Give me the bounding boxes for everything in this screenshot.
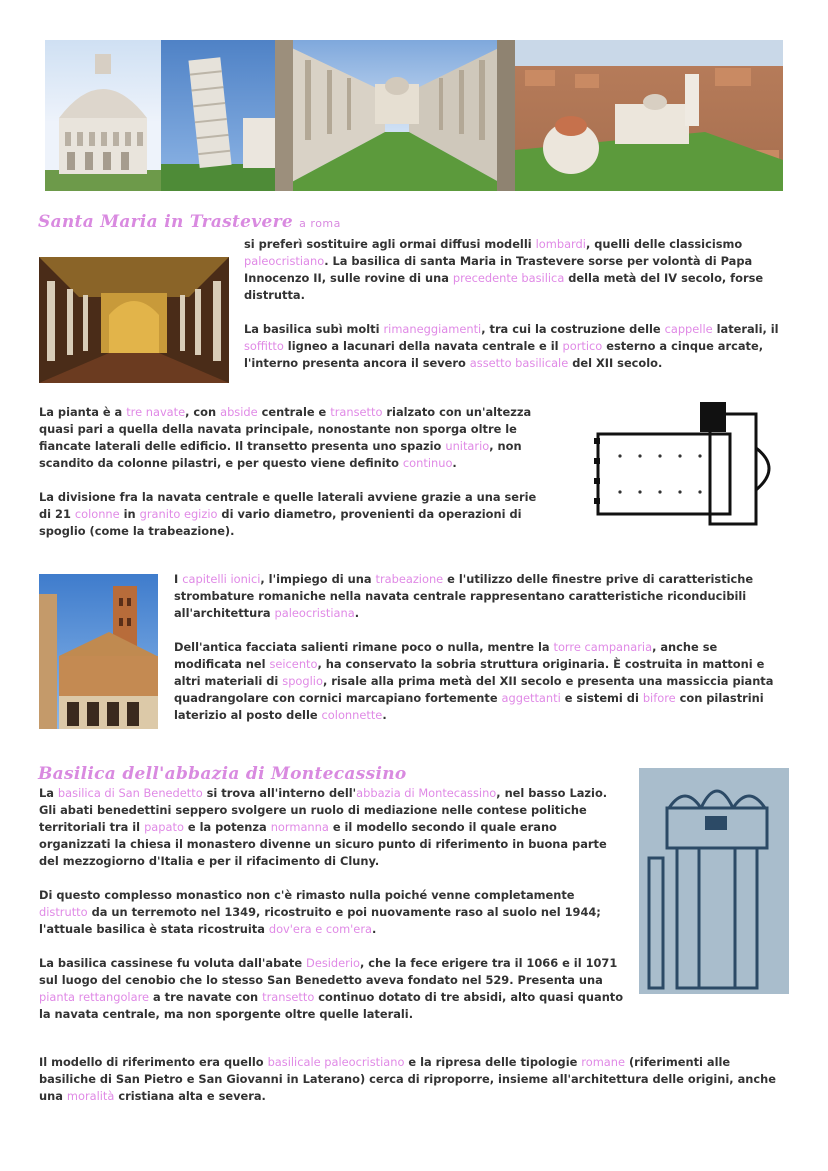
text-run: laterali, il: [712, 322, 779, 336]
camposanto-photo: [275, 40, 515, 191]
text-run: Dell'antica facciata salienti rimane poco o nulla, mentre la: [174, 640, 554, 654]
highlight-term: granito egizio: [139, 507, 218, 521]
text-run: , risale alla prima metà del XII secolo e presenta una massiccia pianta quadrangolare con cornici marcapiano fortemente: [174, 674, 774, 705]
text-run: . La basilica di santa Maria in Trastevere sorse per volontà di Papa Innocenzo II, sulle rovine di una: [244, 254, 753, 285]
text-run: , nel basso Lazio. Gli abati benedettini seppero svolgere un ruolo di mediazione nelle contese politiche territoriali tra il: [39, 786, 608, 834]
baptistery-icon: [45, 40, 161, 191]
highlight-term: basilica di San Benedetto: [57, 786, 203, 800]
paragraph: [174, 639, 786, 724]
text-run: continuo dotato di tre absidi, alto quasi quanto la navata centrale, ma non sporgente oltre quelle laterali.: [39, 990, 624, 1021]
text-run: .: [371, 922, 377, 936]
highlight-term: colonne: [74, 507, 120, 521]
highlight-term: assetto basilicale: [469, 356, 569, 370]
highlight-term: lombardi: [535, 237, 586, 251]
text-run: centrale e: [257, 405, 331, 419]
santa-maria-plan-paragraphs: [39, 404, 539, 540]
highlight-term: capitelli ionici: [182, 572, 261, 586]
text-run: di vario diametro, provenienti da operazioni di spoglio (come la trabeazione).: [39, 507, 522, 538]
camposanto-icon: [275, 40, 515, 191]
piazza-aerial-icon: [515, 40, 783, 191]
highlight-term: abbazia di Montecassino: [356, 786, 497, 800]
text-run: , l'impiego di una: [260, 572, 376, 586]
santa-maria-floor-plan: [590, 398, 786, 528]
santa-maria-paragraphs-top: [244, 236, 790, 372]
highlight-term: spoglio: [282, 674, 323, 688]
section-title-santa-maria: [38, 212, 341, 232]
baptistery-photo: [45, 40, 161, 191]
highlight-term: paleocristiana: [274, 606, 355, 620]
highlight-term: torre campanaria: [553, 640, 653, 654]
paragraph: [39, 955, 627, 1023]
paragraph: [39, 489, 539, 540]
church-interior-icon: [39, 257, 229, 383]
text-run: da un terremoto nel 1349, ricostruito e poi nuovamente raso al suolo nel 1944; l'attuale basilica è stata ricostruita: [39, 905, 601, 936]
highlight-term: unitario: [445, 439, 490, 453]
section-title-text: Santa Maria in Trastevere: [38, 212, 293, 232]
text-run: ligneo a lacunari della navata centrale e il: [283, 339, 563, 353]
text-run: a tre navate con: [149, 990, 263, 1004]
paragraph: [39, 785, 627, 870]
highlight-term: paleocristiano: [244, 254, 325, 268]
text-run: I: [174, 572, 183, 586]
highlight-term: cappelle: [664, 322, 713, 336]
text-run: si preferì sostituire agli ormai diffusi modelli: [244, 237, 536, 251]
text-run: , anche se modificata nel: [174, 640, 718, 671]
paragraph: [39, 404, 539, 472]
piazza-aerial-photo: [515, 40, 783, 191]
section-subtitle: a roma: [299, 217, 341, 230]
highlight-term: soffitto: [244, 339, 284, 353]
leaning-tower-photo: [161, 40, 275, 191]
leaning-tower-icon: [161, 40, 275, 191]
santa-maria-exterior-paragraphs: [174, 571, 786, 724]
montecassino-paragraphs: [39, 785, 627, 1023]
text-run: , tra cui la costruzione delle: [481, 322, 665, 336]
section-title-montecassino: Basilica dell'abbazia di Montecassino: [38, 764, 407, 784]
text-run: .: [452, 456, 457, 470]
text-run: La basilica cassinese fu voluta dall'abate: [39, 956, 307, 970]
text-run: La: [39, 786, 58, 800]
highlight-term: abside: [220, 405, 258, 419]
highlight-term: aggettanti: [501, 691, 561, 705]
paragraph: [244, 236, 790, 304]
highlight-term: pianta rettangolare: [39, 990, 150, 1004]
text-run: e il modello secondo il quale erano organizzati la chiesa il monastero divenne un sicuro punto di riferimento in buona parte del mezzogiorno d'Italia e per il rifacimento di Cluny.: [39, 820, 607, 868]
paragraph: [244, 321, 790, 372]
highlight-term: basilicale paleocristiano: [267, 1055, 405, 1069]
text-run: La divisione fra la navata centrale e quelle laterali avviene grazie a una serie di 21: [39, 490, 537, 521]
highlight-term: Desiderio: [306, 956, 360, 970]
text-run: cristiana alta e severa.: [114, 1089, 266, 1103]
text-run: del XII secolo.: [568, 356, 663, 370]
text-run: si trova all'interno dell': [202, 786, 357, 800]
text-run: in: [119, 507, 140, 521]
text-run: , che la fece erigere tra il 1066 e il 1071 sul luogo del cenobio che lo stesso San Benedetto aveva fondato nel 529. Presenta una: [39, 956, 618, 987]
highlight-term: tre navate: [126, 405, 186, 419]
text-run: , quelli delle classicismo: [585, 237, 743, 251]
highlight-term: papato: [144, 820, 184, 834]
floor-plan-icon: [590, 398, 786, 528]
highlight-term: bifore: [642, 691, 676, 705]
text-run: , ha conservato la sobria struttura originaria. È costruita in mattoni e altri materiali di: [174, 657, 765, 688]
highlight-term: normanna: [270, 820, 329, 834]
highlight-term: transetto: [262, 990, 315, 1004]
text-run: e la ripresa delle tipologie: [404, 1055, 582, 1069]
paragraph: [174, 571, 786, 622]
text-run: Il modello di riferimento era quello: [39, 1055, 268, 1069]
highlight-term: portico: [562, 339, 603, 353]
text-run: esterno a cinque arcate, l'interno presenta ancora il severo: [244, 339, 764, 370]
highlight-term: precedente basilica: [452, 271, 565, 285]
text-run: .: [354, 606, 360, 620]
text-run: La pianta è a: [39, 405, 127, 419]
highlight-term: moralità: [66, 1089, 115, 1103]
text-run: La basilica subì molti: [244, 322, 384, 336]
highlight-term: dov'era e com'era: [268, 922, 372, 936]
text-run: e sistemi di: [560, 691, 643, 705]
text-run: con pilastrini laterizio al posto delle: [174, 691, 764, 722]
highlight-term: transetto: [330, 405, 383, 419]
highlight-term: trabeazione: [375, 572, 444, 586]
text-run: e l'utilizzo delle finestre prive di caratteristiche strombature romaniche nella navata centrale rappresentano caratteristiche riconducibili all'architettura: [174, 572, 754, 620]
text-run: rialzato con un'altezza quasi pari a quella della navata principale, nonostante non sporga oltre le fiancate laterali delle edificio. Il transetto presenta uno spazio: [39, 405, 532, 453]
highlight-term: colonnette: [321, 708, 383, 722]
text-run: e la potenza: [183, 820, 271, 834]
text-run: (riferimenti alle basiliche di San Pietro e San Giovanni in Laterano) cerca di riproporre, insieme all'architettura delle origini, anche una: [39, 1055, 776, 1103]
text-run: .: [382, 708, 387, 722]
santa-maria-interior-photo: [39, 257, 229, 383]
santa-maria-facade-photo: [39, 574, 158, 729]
text-run: della metà del IV secolo, forse distrutta.: [244, 271, 764, 302]
montecassino-plan: [639, 768, 789, 994]
highlight-term: romane: [581, 1055, 626, 1069]
highlight-term: rimaneggiamenti: [383, 322, 482, 336]
banner-photo-strip: [45, 40, 783, 191]
highlight-term: continuo: [402, 456, 453, 470]
church-facade-icon: [39, 574, 158, 729]
highlight-term: distrutto: [39, 905, 88, 919]
text-run: Di questo complesso monastico non c'è rimasto nulla poiché venne completamente: [39, 888, 575, 902]
blueprint-plan-icon: [639, 768, 789, 994]
paragraph: [39, 887, 627, 938]
text-run: , con: [185, 405, 221, 419]
montecassino-final-paragraph: [39, 1054, 789, 1105]
paragraph: [39, 1054, 789, 1105]
highlight-term: seicento: [269, 657, 318, 671]
text-run: , non scandito da colonne pilastri, e per questo viene definito: [39, 439, 522, 470]
